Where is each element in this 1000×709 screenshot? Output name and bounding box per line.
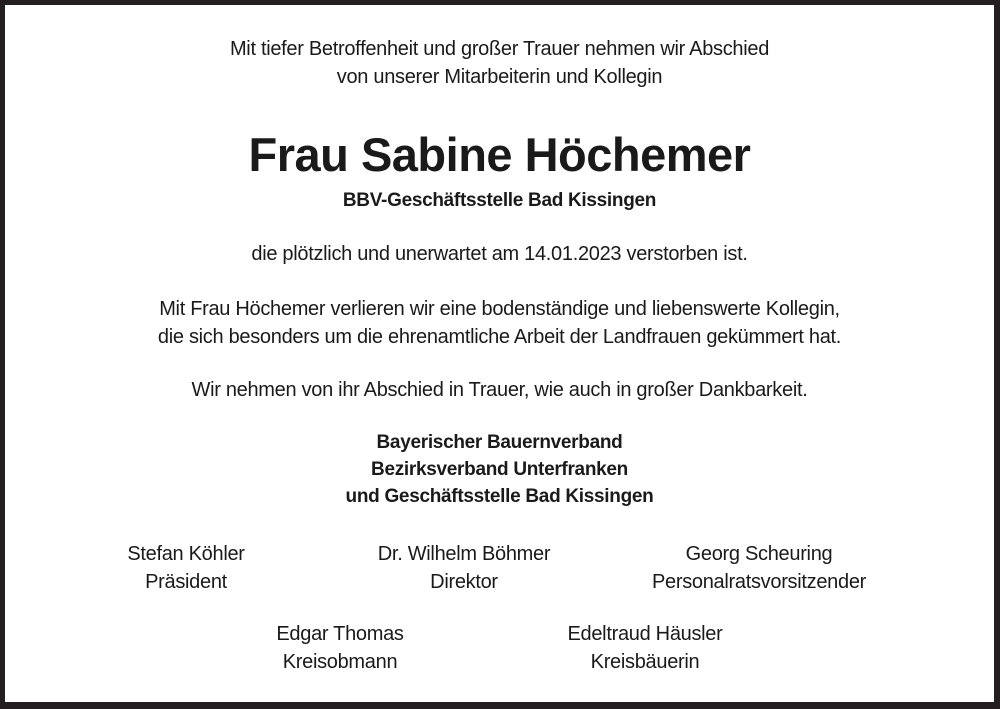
signatory-name: Stefan Köhler (127, 543, 245, 565)
signatory-name: Dr. Wilhelm Böhmer (377, 543, 551, 565)
obituary-notice (5, 5, 994, 702)
signatory (127, 540, 244, 596)
signatory (378, 540, 550, 596)
deceased-name: Frau Sabine Höchemer (248, 128, 751, 181)
intro-line-2: von unserer Mitarbeiterin und Kollegin (336, 66, 663, 88)
signatory-role: Präsident (145, 571, 227, 593)
org-line-3: und Geschäftsstelle Bad Kissingen (345, 486, 654, 507)
deceased-affiliation: BBV-Geschäftsstelle Bad Kissingen (342, 190, 657, 211)
signatory (276, 620, 403, 676)
signatory-role: Kreisobmann (282, 651, 398, 673)
farewell-line: Wir nehmen von ihr Abschied in Trauer, wie auch in großer Dankbarkeit. (191, 379, 808, 401)
tribute-line-2: die sich besonders um die ehrenamtliche Arbeit der Landfrauen gekümmert hat. (157, 326, 842, 348)
signatory-name: Edgar Thomas (276, 623, 404, 645)
signatory (568, 620, 723, 676)
signatory (652, 540, 866, 596)
tribute-line-1: Mit Frau Höchemer verlieren wir eine bodenständige und liebenswerte Kollegin, (159, 298, 840, 320)
death-date-line: die plötzlich und unerwartet am 14.01.2023 verstorben ist. (251, 243, 748, 265)
signatory-name: Edeltraud Häusler (567, 623, 723, 645)
signatory-name: Georg Scheuring (685, 543, 833, 565)
intro-line-1: Mit tiefer Betroffenheit und großer Trauer nehmen wir Abschied (229, 38, 770, 60)
signatory-role: Kreisbäuerin (590, 651, 700, 673)
signatory-role: Personalratsvorsitzender (651, 571, 867, 593)
org-line-2: Bezirksverband Unterfranken (371, 459, 628, 480)
org-line-1: Bayerischer Bauernverband (376, 432, 623, 453)
signatory-role: Direktor (430, 571, 498, 593)
